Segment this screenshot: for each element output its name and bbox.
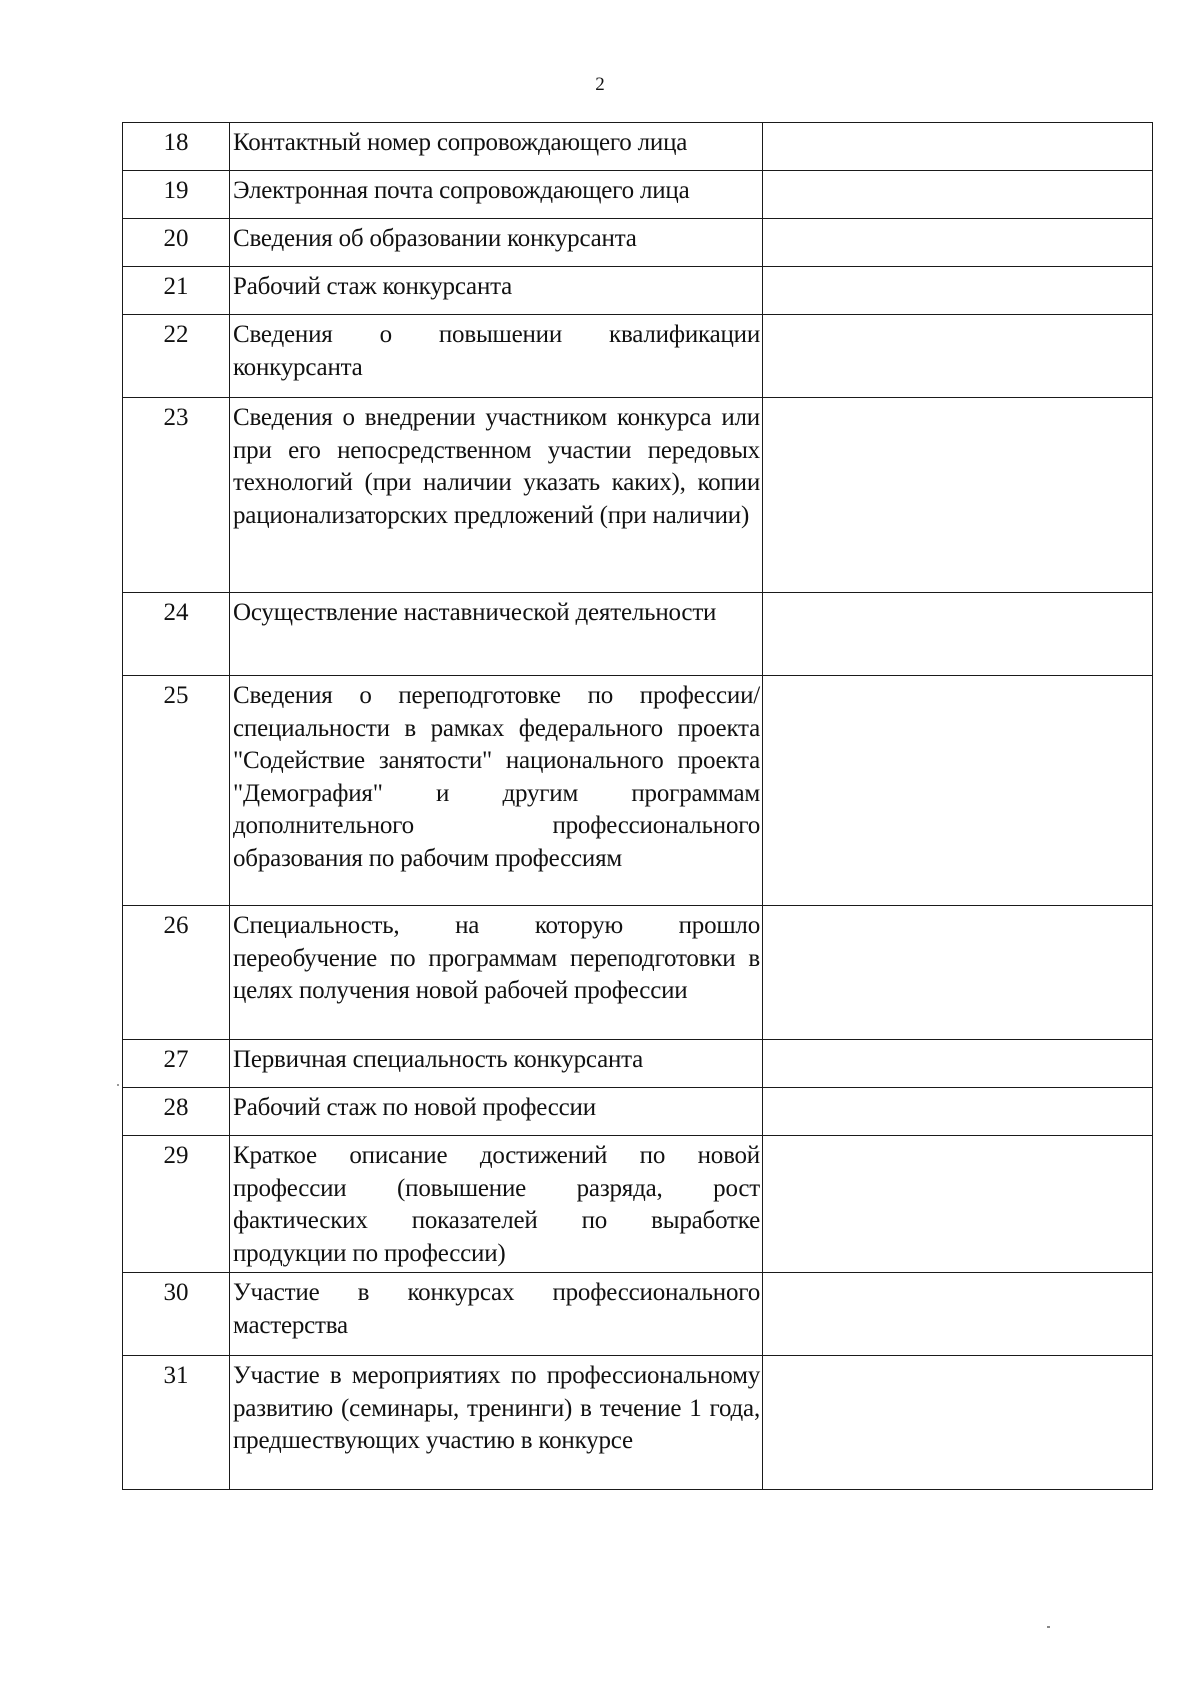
value-cell[interactable] — [763, 219, 1153, 267]
field-label: Специальность, на которую прошло переобучение по программам переподготовки в целях получения новой рабочей профессии — [230, 906, 763, 1040]
field-label: Рабочий стаж конкурсанта — [230, 267, 763, 315]
table-row — [123, 267, 1153, 315]
table-row — [123, 123, 1153, 171]
scan-speck — [117, 1084, 119, 1086]
value-cell[interactable] — [763, 1040, 1153, 1088]
table-row — [123, 1088, 1153, 1136]
value-cell[interactable] — [763, 123, 1153, 171]
scan-speck — [1047, 1626, 1050, 1628]
row-number: 28 — [123, 1088, 230, 1136]
row-number: 21 — [123, 267, 230, 315]
row-number: 30 — [123, 1273, 230, 1356]
table-row — [123, 906, 1153, 1040]
field-label: Сведения об образовании конкурсанта — [230, 219, 763, 267]
value-cell[interactable] — [763, 906, 1153, 1040]
page-number: 2 — [595, 74, 605, 95]
participant-info-table — [122, 122, 1153, 1490]
row-number: 27 — [123, 1040, 230, 1088]
value-cell[interactable] — [763, 398, 1153, 593]
field-label: Сведения о переподготовке по профессии/специальности в рамках федерального проекта "Содействие занятости" национального проекта "Демография" и другим программам дополнительного профессионального образования по рабочим профессиям — [230, 676, 763, 906]
value-cell[interactable] — [763, 593, 1153, 676]
row-number: 22 — [123, 315, 230, 398]
table-row — [123, 315, 1153, 398]
field-label: Участие в мероприятиях по профессиональному развитию (семинары, тренинги) в течение 1 года, предшествующих участию в конкурсе — [230, 1356, 763, 1490]
value-cell[interactable] — [763, 267, 1153, 315]
field-label: Участие в конкурсах профессионального мастерства — [230, 1273, 763, 1356]
value-cell[interactable] — [763, 171, 1153, 219]
table-row — [123, 1136, 1153, 1273]
table-row — [123, 676, 1153, 906]
table-row — [123, 593, 1153, 676]
table-row — [123, 171, 1153, 219]
row-number: 18 — [123, 123, 230, 171]
row-number: 24 — [123, 593, 230, 676]
field-label: Краткое описание достижений по новой профессии (повышение разряда, рост фактических показателей по выработке продукции по профессии) — [230, 1136, 763, 1273]
field-label: Первичная специальность конкурсанта — [230, 1040, 763, 1088]
field-label: Контактный номер сопровождающего лица — [230, 123, 763, 171]
table-row — [123, 398, 1153, 593]
row-number: 23 — [123, 398, 230, 593]
row-number: 20 — [123, 219, 230, 267]
field-label: Рабочий стаж по новой профессии — [230, 1088, 763, 1136]
row-number: 26 — [123, 906, 230, 1040]
field-label: Электронная почта сопровождающего лица — [230, 171, 763, 219]
table-row — [123, 219, 1153, 267]
table-row — [123, 1273, 1153, 1356]
row-number: 19 — [123, 171, 230, 219]
value-cell[interactable] — [763, 315, 1153, 398]
field-label: Сведения о повышении квалификации конкурсанта — [230, 315, 763, 398]
table-row — [123, 1356, 1153, 1490]
row-number: 31 — [123, 1356, 230, 1490]
table-row — [123, 1040, 1153, 1088]
value-cell[interactable] — [763, 1356, 1153, 1490]
value-cell[interactable] — [763, 1136, 1153, 1273]
value-cell[interactable] — [763, 1088, 1153, 1136]
value-cell[interactable] — [763, 1273, 1153, 1356]
field-label: Осуществление наставнической деятельности — [230, 593, 763, 676]
field-label: Сведения о внедрении участником конкурса или при его непосредственном участии передовых технологий (при наличии указать каких), копии рационализаторских предложений (при наличии) — [230, 398, 763, 593]
row-number: 25 — [123, 676, 230, 906]
row-number: 29 — [123, 1136, 230, 1273]
value-cell[interactable] — [763, 676, 1153, 906]
